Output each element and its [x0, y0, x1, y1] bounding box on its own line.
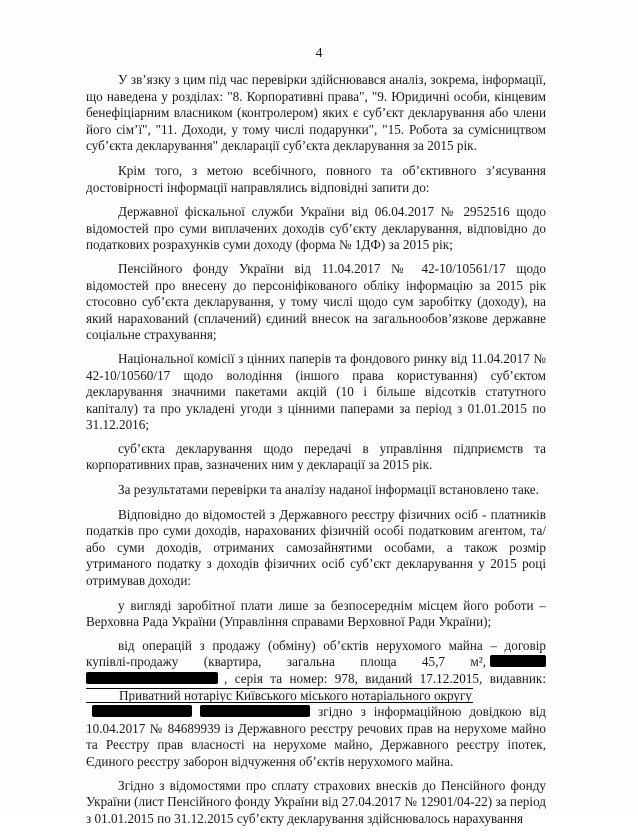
paragraph-requests-intro: Крім того, з метою всебічного, повного та об’єктивного з’ясування достовірності інформації направлялись відповідні запити до: [86, 162, 546, 195]
paragraph-registry-income: Відповідно до відомостей з Державного реєстру фізичних осіб - платників податків про суми доходів, нарахованих фізичній особі податковим агентом, та/або суми доходів, отриманих самозайнятими особами, а також розмір утриманого податку з доходів фізичних осіб суб’єкт декларування у 2015 році отримував доходи: [86, 506, 546, 589]
paragraph-property-sale [86, 638, 546, 771]
paragraph-pension-contributions: Згідно з відомостями про сплату страхових внесків до Пенсійного фонду України (лист Пенсійного фонду України від 27.04.2017 № 12901/04-22) за період з 01.01.2015 по 31.12.2015 суб’єкту декларування здійснювалось нарахування [86, 777, 546, 826]
paragraph-request-fiscal-service: Державної фіскальної служби України від 06.04.2017 № 2952516 щодо відомостей про суми виплачених доходів суб’єкту декларування, відповідно до податкових розрахунків суми доходу (форма № 1ДФ) за 2015 рік; [86, 204, 546, 253]
property-sale-text-a: від операцій з продажу (обміну) об’єктів нерухомого майна – договір купівлі-продажу (квартира, загальна площа 45,7 м², [86, 637, 546, 670]
property-sale-text-b: , серія та номер: 978, виданий 17.12.2015, видавник: [224, 671, 546, 686]
redaction-block [92, 705, 192, 717]
redaction-block [86, 672, 218, 684]
paragraph-request-pension-fund: Пенсійного фонду України від 11.04.2017 № 42-10/10561/17 щодо відомостей про внесену до персоніфікованого обліку інформацію за 2015 рік стосовно суб’єкта декларування, у тому числі щодо сум заробітку (доходу), на який нарахований (сплачений) єдиний внесок на загальнообов’язкове державне соціальне страхування; [86, 260, 546, 343]
paragraph-results-intro: За результатами перевірки та аналізу наданої інформації встановлено таке. [118, 482, 539, 498]
notary-highlight: Приватний нотаріус Київського міського нотаріального округу [86, 688, 473, 703]
page-number: 4 [315, 46, 323, 61]
paragraph-analysis-sections: У зв’язку з цим під час перевірки здійснювався аналіз, зокрема, інформації, що наведена у розділах: "8. Корпоративні права", "9. Юридичні особи, кінцевим бенефіціарним власником (контролером) яких є суб’єкт декларування або члени його сім’ї", "11. Доходи, у тому числі подарунки", "15. Робота за сумісництвом суб’єкта декларування" декларації суб’єкта декларування за 2015 рік. [86, 72, 546, 154]
paragraph-request-subject: суб’єкта декларування щодо передачі в управління підприємств та корпоративних прав, зазначених ним у декларації за 2015 рік. [86, 440, 546, 473]
redaction-block [490, 655, 546, 667]
document-body [86, 72, 546, 835]
paragraph-salary-income: у вигляді заробітної плати лише за безпосереднім місцем його роботи – Верховна Рада України (Управління справами Верховної Ради України); [86, 597, 546, 630]
redaction-block [200, 705, 310, 717]
property-sale-text-d: згідно з інформаційною довідкою від 10.04.2017 № 84689939 із Державного реєстру речових прав на нерухоме майно та Реєстру прав власності на нерухоме майно, Державного реєстру іпотек, Єдиного реєстру заборон відчуження об’єктів нерухомого майна. [86, 704, 547, 769]
paragraph-request-securities-commission: Національної комісії з цінних паперів та фондового ринку від 11.04.2017 № 42-10/10560/17 щодо володіння (іншого права користування) суб’єктом декларування значними пакетами акцій (10 і більше відсотків статутного капіталу) та про укладені угоди з цінними паперами за період з 01.01.2015 по 31.12.2016; [86, 350, 546, 433]
